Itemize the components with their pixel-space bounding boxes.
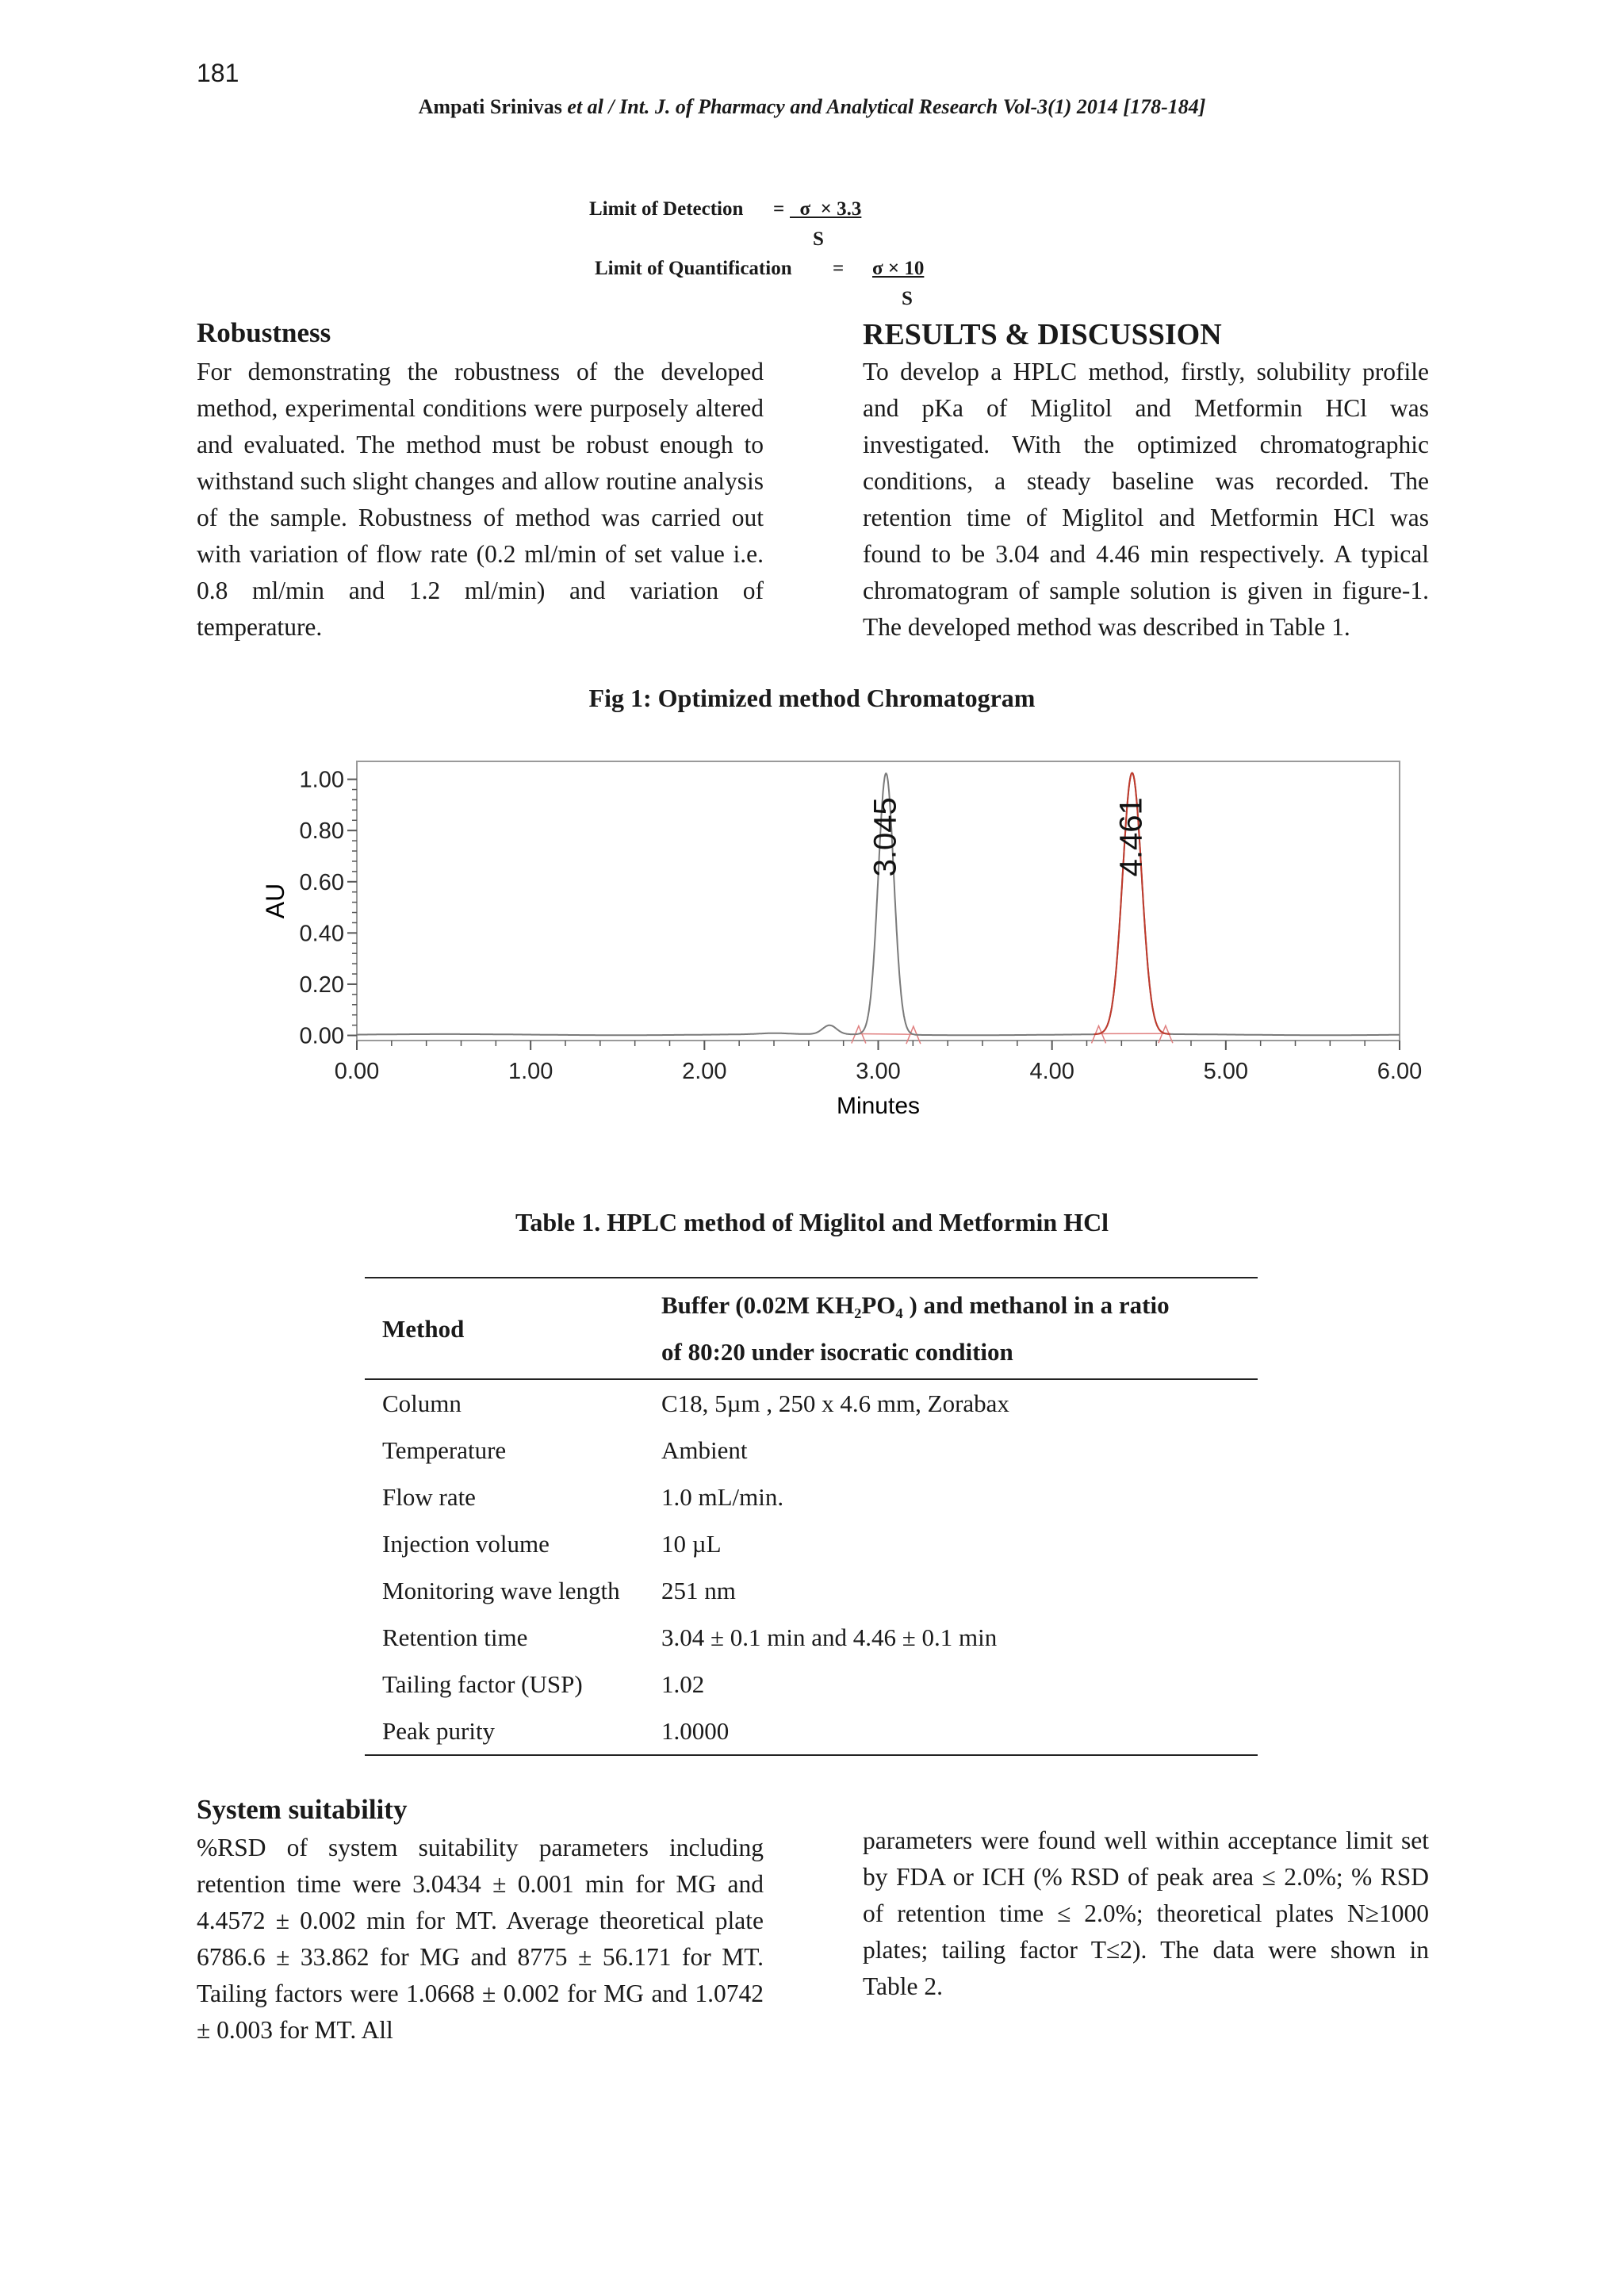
chromatogram-chart	[246, 746, 1435, 1134]
system-suitability-paragraph-right: parameters were found well within acceptance limit set by FDA or ICH (% RSD of peak area ≤ 2.0%; % RSD of retention time ≤ 2.0%; theoretical plates N≥1000 plates; tailing factor T≤2). The data were shown in Table 2.	[863, 1826, 1429, 2000]
loq-formula-numerator: σ × 10	[872, 258, 925, 279]
y-tick-label: 0.20	[299, 972, 344, 998]
table-row	[365, 1567, 1258, 1614]
loq-formula-label: Limit of Quantification	[595, 258, 792, 279]
table-header-row	[365, 1278, 1258, 1379]
peak-label: 4.461	[1113, 797, 1149, 877]
page-number: 181	[197, 59, 239, 87]
table-cell-value: 10 µL	[661, 1529, 722, 1558]
integration-baseline	[859, 1034, 914, 1035]
running-head	[0, 95, 1624, 119]
results-heading: RESULTS & DISCUSSION	[863, 318, 1222, 351]
x-tick-label: 2.00	[682, 1059, 727, 1084]
table-row	[365, 1708, 1258, 1755]
table-cell-label: Flow rate	[382, 1482, 476, 1511]
loq-formula-equals: =	[833, 258, 845, 279]
system-suitability-paragraph-left: %RSD of system suitability parameters including retention time were 3.0434 ± 0.001 min for MG and 4.4572 ± 0.002 min for MT. Average theoretical plate 6786.6 ± 33.862 for MG and 8775 ± 56.171 for MT. Tailing factors were 1.0668 ± 0.002 for MG and 1.0742 ± 0.003 for MT. All	[197, 1834, 764, 2044]
x-tick-label: 1.00	[508, 1059, 553, 1084]
table-cell-label: Column	[382, 1389, 462, 1417]
table-row	[365, 1427, 1258, 1474]
table-header-value	[644, 1278, 1258, 1379]
table-cell-label: Injection volume	[382, 1529, 550, 1558]
table-cell-value: 1.0 mL/min.	[661, 1482, 784, 1511]
table-cell-value: Ambient	[661, 1435, 748, 1464]
table-header-value-line-1: Buffer (0.02M KH₂PO₄ ) and methanol in a ratio	[661, 1291, 1170, 1319]
table-cell-label: Tailing factor (USP)	[382, 1669, 583, 1698]
table-row	[365, 1474, 1258, 1520]
running-head-journal: et al / Int. J. of Pharmacy and Analytical Research Vol-3(1) 2014 [178-184]	[567, 95, 1206, 118]
table-cell-value: 251 nm	[661, 1576, 736, 1604]
y-axis-label: AU	[261, 883, 289, 919]
lod-formula-numerator: σ × 3.3	[790, 198, 862, 220]
y-tick-label: 0.40	[299, 921, 344, 947]
x-tick-label: 4.00	[1029, 1059, 1074, 1084]
x-tick-label: 6.00	[1377, 1059, 1423, 1084]
table-header-label: Method	[365, 1278, 644, 1379]
figure-caption: Fig 1: Optimized method Chromatogram	[588, 684, 1036, 712]
y-tick-label: 0.60	[299, 869, 344, 895]
table-cell-label: Peak purity	[365, 1708, 644, 1755]
table-cell-label: Temperature	[382, 1435, 507, 1464]
robustness-paragraph: For demonstrating the robustness of the developed method, experimental conditions were purposely altered and evaluated. The method must be robust enough to withstand such slight changes and allow routine analysis of the sample. Robustness of method was carried out with variation of flow rate (0.2 ml/min of set value i.e. 0.8 ml/min and 1.2 ml/min) and variation of temperature.	[197, 358, 764, 641]
x-tick-label: 0.00	[334, 1059, 380, 1084]
peak-label: 3.045	[868, 797, 903, 877]
table-cell-label: Monitoring wave length	[382, 1576, 620, 1604]
loq-formula-denominator: S	[902, 288, 913, 309]
results-paragraph: To develop a HPLC method, firstly, solubility profile and pKa of Miglitol and Metformin HCl was investigated. With the optimized chromatographic conditions, a steady baseline was recorded. The retention time of Miglitol and Metformin HCl was found to be 3.04 and 4.46 min respectively. A typical chromatogram of sample solution is given in figure-1. The developed method was described in Table 1.	[863, 358, 1429, 641]
x-tick-label: 3.00	[856, 1059, 901, 1084]
table-header-value-line-2: of 80:20 under isocratic condition	[661, 1338, 1013, 1366]
table-row	[365, 1520, 1258, 1567]
table-cell-value: 1.0000	[644, 1708, 1258, 1755]
y-tick-label: 0.80	[299, 818, 344, 845]
robustness-heading: Robustness	[197, 317, 331, 348]
table-cell-value: 1.02	[661, 1669, 705, 1698]
table-cell-label: Retention time	[382, 1623, 528, 1651]
lod-formula-equals: =	[773, 198, 785, 220]
lod-formula-label: Limit of Detection	[589, 198, 744, 220]
x-axis-label: Minutes	[836, 1093, 921, 1119]
table-cell-value: C18, 5µm , 250 x 4.6 mm, Zorabax	[661, 1389, 1009, 1417]
table-cell-value: 3.04 ± 0.1 min and 4.46 ± 0.1 min	[661, 1623, 998, 1651]
table-row	[365, 1661, 1258, 1708]
table-row	[365, 1379, 1258, 1427]
table-caption: Table 1. HPLC method of Miglitol and Metformin HCl	[515, 1208, 1109, 1236]
hplc-method-table	[365, 1277, 1258, 1756]
x-tick-label: 5.00	[1203, 1059, 1249, 1084]
running-head-authors: Ampati Srinivas	[418, 95, 568, 118]
table-row	[365, 1614, 1258, 1661]
lod-formula-denominator: S	[813, 228, 824, 250]
y-tick-label: 0.00	[299, 1023, 344, 1049]
y-tick-label: 1.00	[299, 767, 344, 793]
system-suitability-heading: System suitability	[197, 1794, 408, 1825]
